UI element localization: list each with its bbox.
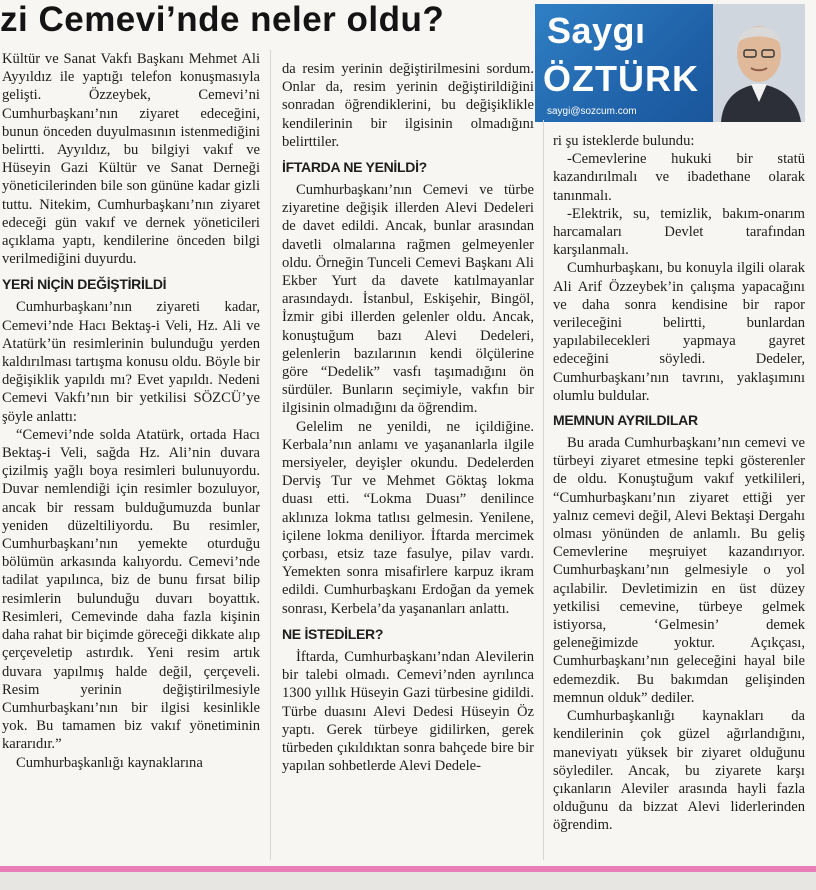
columnist-last-name: ÖZTÜRK	[543, 58, 699, 99]
paragraph: -Cemevlerine hukuki bir statü kazandırılmalı ve ibadethane olarak tanınmalı.	[553, 151, 805, 204]
subheading: İFTARDA NE YENİLDİ?	[282, 159, 427, 176]
paragraph: “Cemevi’nde solda Atatürk, ortada Hacı Bektaş-i Veli, sağda Hz. Ali’nin duvara çizilmiş yağlı boya resimleri bulunuyordu. Duvar nemlendiği için resimler bozuluyor, ancak bir ressam bulduğumuzda bunlar yeniden düzeltiliyordu. Bu resimler, Cumhurbaşkanı’nın yemekte oturduğu bölümün arkasında kalıyordu. Cemevi’nde tadilat yapılınca, biz de bunu fırsat bilip resimlerin bulunduğu duvarı boyattık. Resimleri, Cemevinde daha fazla kişinin daha rahat bir biçimde göreceği dikkate alıp çerçeveletip astırdık. Yeni resim artık duvara yapılmış halde değil, çerçeveli. Resim yerinin değiştirilmesiyle Cumhurbaşkanı’nın bir ilgisi kesinlikle yok. Bu tamamen biz vakıf yönetiminin kararıdır.”	[2, 426, 260, 753]
columnist-photo	[713, 4, 805, 122]
column-divider	[270, 50, 271, 860]
article-column-2	[282, 60, 534, 775]
paragraph: Cumhurbaşkanı’nın Cemevi ve türbe ziyaretine değişik illerden Alevi Dedeleri de davet edildi. Ancak, bunlar arasından davetli olmalarına rağmen gelmeyenler oldu. Örneğin Tunceli Cemevi Başkanı Ali Ekber Yurt da davete katılmayanlar arasındaydı. İstanbul, Eskişehir, Bingöl, İzmir gibi illerden gelenler oldu. Ancak, konuştuğum bazı Alevi Dedeleri, gelenlerin bazılarının kendi ölçülerine göre “Dedelik” vasfı taşımadığını ön sürdüler. Bunların seçimiyle, vakfın bir ilgisinin olmadığını da öğrendim.	[282, 182, 534, 417]
paragraph: Cumhurbaşkanlığı kaynaklarına	[16, 754, 203, 771]
column-divider	[543, 120, 544, 860]
paragraph: Cumhurbaşkanı, bu konuyla ilgili olarak Ali Arif Özzeybek’in çalışma yapacağını ve daha sonra kendisine bir rapor verileceğini belirtti, bunlardan yapılabilecekleri yapmaya gayret edeceğini söyledi. Dedeler, Cumhurbaşkanı’nın tavrını, yaklaşımını olumlu buldular.	[553, 260, 805, 404]
paragraph: Gelelim ne yenildi, ne içildiğine. Kerbala’nın anlamı ve yaşananlarla ilgile mersiyeler, deyişler okundu. Dedelerden Derviş Tur ve Mehmet Göktaş lokma duası etti. “Lokma Duası” denilince aklınıza lokma tatlısı gelmesin. Yenilene, içilene lokma deniliyor. İftarda mercimek çorbası, etsiz taze fasulye, pilav vardı. Yemekten sonra misafirlere karpuz ikram edildi. Cumhurbaşkanı Erdoğan da yemek sonrası, Kerbela’da yaşananları anlattı.	[282, 418, 534, 617]
subheading: YERİ NİÇİN DEĞİŞTİRİLDİ	[2, 276, 167, 293]
paragraph: ri şu isteklerde bulundu:	[553, 133, 695, 149]
paragraph: da resim yerinin değiştirilmesini sordum. Onlar da, resim yerinin değiştirildiğini sonradan öğrendiklerini, bu değişiklikle kendilerinin bir ilgisinin olmadığını belirttiler.	[282, 61, 534, 150]
subheading: MEMNUN AYRILDILAR	[553, 412, 698, 429]
page-headline: zi Cemevi’nde neler oldu?	[0, 0, 445, 39]
columnist-byline	[535, 4, 805, 122]
article-column-1	[2, 50, 260, 772]
columnist-email: saygi@sozcum.com	[547, 106, 637, 117]
paragraph: -Elektrik, su, temizlik, bakım-onarım harcamaları Devlet tarafından karşılanmalı.	[553, 205, 805, 259]
subheading: NE İSTEDİLER?	[282, 625, 384, 642]
page-bottom-strip	[0, 872, 816, 890]
article-column-3	[553, 132, 805, 835]
columnist-first-name: Saygı	[547, 10, 646, 51]
paragraph: Cumhurbaşkanı’nın ziyareti kadar, Cemevi’nde Hacı Bektaş-i Veli, Hz. Ali ve Atatürk’ün resimlerinin bulunduğu yerden kaldırılması tartışma konusu oldu. Böyle bir değişiklik yapıldı mı? Evet yapıldı. Nedeni Cemevi Vakfı’nın bir yetkilisi SÖZCÜ’ye şöyle anlattı:	[2, 299, 260, 425]
paragraph: Bu arada Cumhurbaşkanı’nın cemevi ve türbeyi ziyaret etmesine tepki gösterenler de oldu. Konuştuğum vakıf yetkilileri, “Cumhurbaşkanı’nın ziyaret ettiği yer yalnız cemevi değil, Alevi Bektaşi Dergahı olması yönünden de anlamlı. Bu geliş Cemevlerine meşruiyet kazandırıyor. Cumhurbaşkanı’nın gelmesiyle o yol açılabilir. Devletimizin en üst düzey yetkilisi cemevine, türbeye gelmek istiyorsa, ‘Gelmesin’ demek geleneğimizde yoktur. Açıkçası, Cumhurbaşkanı’nın geleceğini hayal bile edemezdik. Bu bakımdan gelişinden memnun olduk” dediler.	[553, 435, 805, 706]
paragraph: İftarda, Cumhurbaşkanı’ndan Alevilerin bir talebi olmadı. Cemevi’nden ayrılınca 1300 yıllık Hüseyin Gazi türbesine gidildi. Türbe duasını Alevi Dedesi Hüseyin Öz yaptı. Gerek türbeye gidilirken, gerek türbeden çıkıldıktan sonra bahçede bire bir yapılan sohbetlerde Alevi Dedele-	[282, 648, 534, 775]
paragraph: Kültür ve Sanat Vakfı Başkanı Mehmet Ali Ayyıldız ile yaptığı telefon konuşmasıyla gelişti. Özzeybek, Cemevi’ni Cumhurbaşkanı’nın ziyaret edeceğini, bunun önceden duyulmasının istenmediğini belirtti. Ayyıldız, bu bilgiyi vakıf ve Hüseyin Gazi Kültür ve Sanat Derneği yöneticilerinden bile son gününe kadar gizli tuttu. Nitekim, Cumhurbaşkanı’nın ziyaret edeceği gün vakıf ve dernek yöneticileri açıklama yaptı, kendilerine önceden bilgi verilmediğini duyurdu.	[2, 51, 260, 268]
paragraph: Cumhurbaşkanlığı kaynakları da kendilerinin çok güzel ağırlandığını, maneviyatı yüksek bir ziyaret olduğunu söylediler. Ancak, bu ziyarete karşı çıkanların Aleviler arasında hayli fazla olduğunu da bizzat Alevi liderlerinden öğrendim.	[553, 708, 805, 834]
